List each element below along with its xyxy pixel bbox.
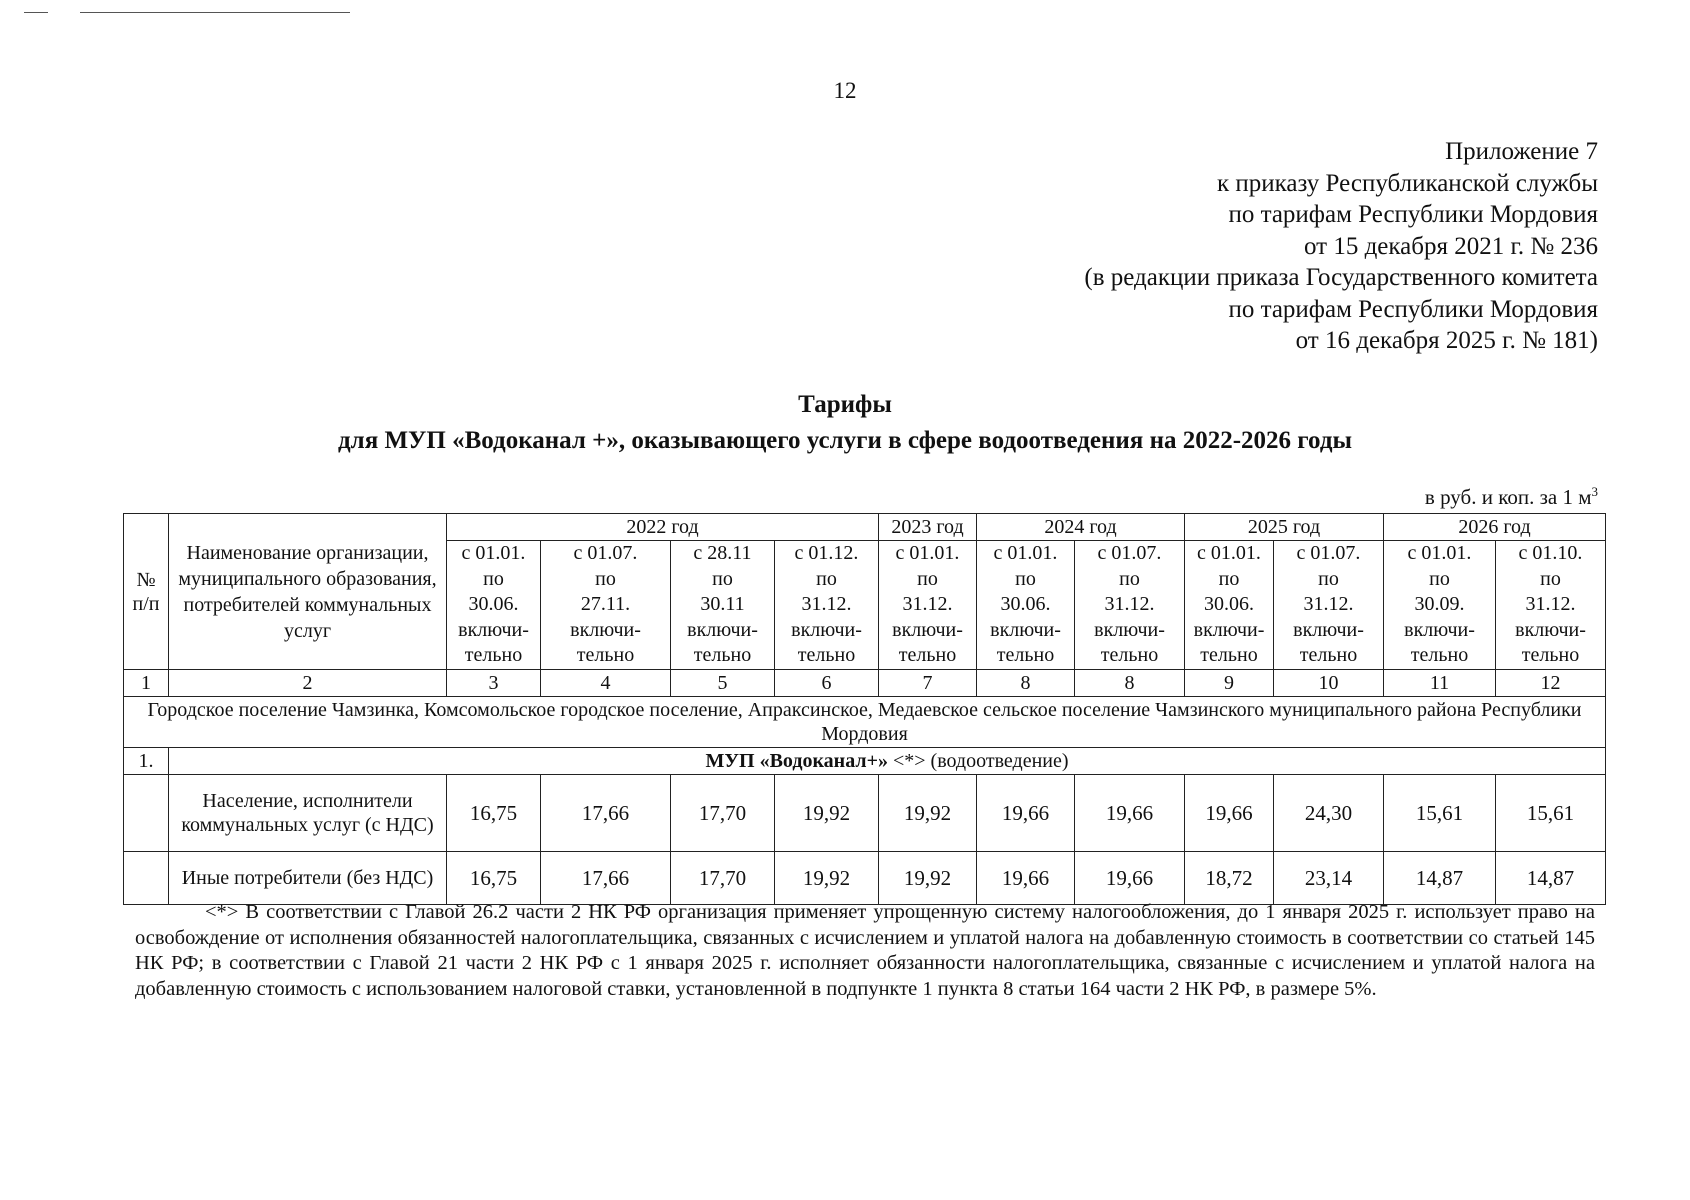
tariff-value: 14,87 [1384, 852, 1496, 905]
tariff-value: 16,75 [447, 775, 541, 852]
table-row [124, 852, 1606, 905]
appendix-line: по тарифам Республики Мордовия [1228, 201, 1598, 228]
tariff-value: 19,92 [879, 852, 977, 905]
column-number: 9 [1185, 670, 1274, 697]
appendix-line: от 16 декабря 2025 г. № 181) [1295, 327, 1598, 354]
appendix-line: Приложение 7 [1445, 138, 1598, 165]
column-numbers-row [124, 670, 1606, 697]
tariff-value: 19,92 [775, 852, 879, 905]
title-main: Тарифы [798, 391, 892, 418]
header-period: с 01.01. по 30.06. включи- тельно [447, 541, 541, 670]
column-number: 4 [541, 670, 671, 697]
appendix-line: от 15 декабря 2021 г. № 236 [1303, 232, 1598, 260]
appendix-line: по тарифам Республики Мордовия [1228, 295, 1598, 323]
header-period: с 01.12. по 31.12. включи- тельно [775, 541, 879, 670]
header-year: 2026 год [1384, 514, 1606, 541]
tariff-value: 19,66 [977, 775, 1075, 852]
footnote: <*> В соответствии с Главой 26.2 части 2 НК РФ организация применяет упрощенную систему налогообложения, до 1 января 2025 г. использует право на освобождение от исполнения обязанностей налогоплательщика, связанных с исчислением и уплатой налога на добавленную стоимость в соответствии со статьей 145 НК РФ; в соответствии с Главой 21 части 2 НК РФ с 1 января 2025 г. исполняет обязанности налогоплательщика, связанные с исчислением и уплатой налога на добавленную стоимость с использованием налоговой ставки, установленной в подпункте 1 пункта 8 статьи 164 части 2 НК РФ, в размере 5%. [135, 901, 1595, 1000]
tariff-value: 19,92 [775, 775, 879, 852]
tariff-value: 16,75 [447, 852, 541, 905]
column-number: 10 [1274, 670, 1384, 697]
column-number: 8 [977, 670, 1075, 697]
tariff-value: 15,61 [1384, 775, 1496, 852]
units-note [1425, 484, 1598, 510]
tariff-value: 17,66 [541, 775, 671, 852]
column-number: 3 [447, 670, 541, 697]
header-period: с 01.07. по 31.12. включи- тельно [1075, 541, 1185, 670]
tariff-value: 17,66 [541, 852, 671, 905]
header-year: 2024 год [977, 514, 1185, 541]
tariff-value: 19,66 [977, 852, 1075, 905]
tariff-table [123, 513, 1606, 905]
appendix-block [1084, 136, 1598, 357]
tariff-value: 24,30 [1274, 775, 1384, 852]
column-number: 5 [671, 670, 775, 697]
column-number: 7 [879, 670, 977, 697]
organization-row [124, 748, 1606, 775]
organization-suffix: <*> (водоотведение) [887, 750, 1069, 772]
header-num: № п/п [124, 514, 169, 670]
table-row [124, 775, 1606, 852]
header-period: с 01.10. по 31.12. включи- тельно [1496, 541, 1606, 670]
tariff-value: 19,66 [1075, 852, 1185, 905]
column-number: 6 [775, 670, 879, 697]
header-name: Наименование организации, муниципального образования, потребителей коммунальных услуг [169, 514, 447, 670]
tariff-value: 17,70 [671, 852, 775, 905]
appendix-line: к приказу Республиканской службы [1216, 169, 1598, 197]
units-text: в руб. и коп. за 1 м [1424, 485, 1592, 509]
page-number: 12 [833, 78, 857, 103]
tariff-value: 19,92 [879, 775, 977, 852]
header-year: 2025 год [1185, 514, 1384, 541]
header-period: с 01.01. по 30.06. включи- тельно [977, 541, 1075, 670]
units-superscript: 3 [1591, 484, 1598, 499]
header-period: с 01.07. по 31.12. включи- тельно [1274, 541, 1384, 670]
region-cell: Городское поселение Чамзинка, Комсомольское городское поселение, Апраксинское, Медаевское сельское поселение Чамзинского муниципального района Республики Мордовия [124, 697, 1606, 748]
column-number: 12 [1496, 670, 1606, 697]
tariff-value: 17,70 [671, 775, 775, 852]
header-period: с 28.11 по 30.11 включи- тельно [671, 541, 775, 670]
header-period: с 01.01. по 30.06. включи- тельно [1185, 541, 1274, 670]
column-number: 1 [124, 670, 169, 697]
table-header-years-row [124, 514, 1606, 541]
tariff-value: 19,66 [1075, 775, 1185, 852]
title-subtitle: для МУП «Водоканал +», оказывающего услуги в сфере водоотведения на 2022-2026 годы [338, 427, 1352, 454]
header-year: 2022 год [447, 514, 879, 541]
region-row [124, 697, 1606, 748]
header-period: с 01.01. по 31.12. включи- тельно [879, 541, 977, 670]
header-year: 2023 год [879, 514, 977, 541]
organization-name: МУП «Водоканал+» [705, 750, 888, 772]
row-index-empty [124, 775, 169, 852]
column-number: 11 [1384, 670, 1496, 697]
tariff-value: 14,87 [1496, 852, 1606, 905]
tariff-value: 19,66 [1185, 775, 1274, 852]
document-title [0, 387, 1690, 459]
row-index-empty [124, 852, 169, 905]
row-label: Население, исполнители коммунальных услуг (с НДС) [169, 775, 447, 852]
scan-artifact-line [80, 12, 350, 13]
organization-index: 1. [124, 748, 169, 775]
column-number: 2 [169, 670, 447, 697]
row-label: Иные потребители (без НДС) [169, 852, 447, 905]
column-number: 8 [1075, 670, 1185, 697]
scan-artifact-line [24, 12, 48, 13]
organization-cell [169, 748, 1606, 775]
tariff-value: 15,61 [1496, 775, 1606, 852]
header-period: с 01.01. по 30.09. включи- тельно [1384, 541, 1496, 670]
header-period: с 01.07. по 27.11. включи- тельно [541, 541, 671, 670]
tariff-value: 18,72 [1185, 852, 1274, 905]
tariff-value: 23,14 [1274, 852, 1384, 905]
appendix-line: (в редакции приказа Государственного комитета [1084, 264, 1598, 291]
